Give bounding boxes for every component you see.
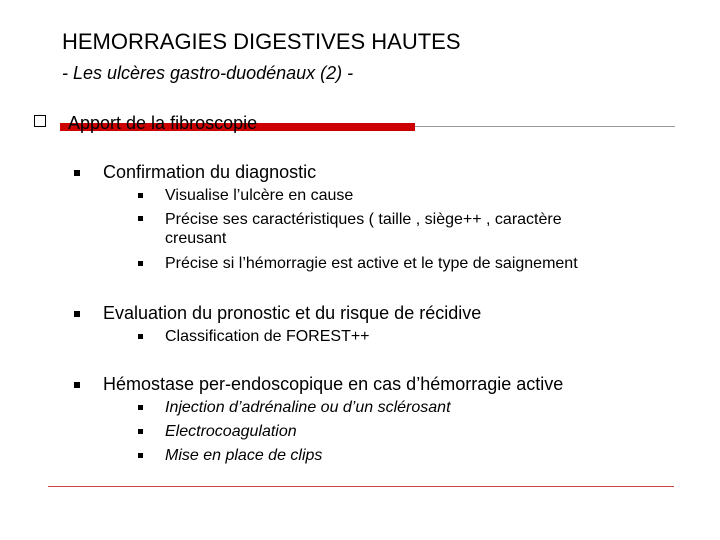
section-heading: Confirmation du diagnostic: [103, 162, 317, 182]
hollow-square-bullet-icon: [34, 115, 46, 127]
square-bullet-icon: [74, 311, 80, 317]
slide-subtitle: - Les ulcères gastro-duodénaux (2) -: [62, 63, 354, 83]
title-rule: [415, 126, 675, 127]
list-item: Mise en place de clips: [165, 447, 323, 464]
list-item: Classification de FOREST++: [165, 328, 370, 345]
square-bullet-icon: [138, 453, 143, 458]
section-heading: Evaluation du pronostic et du risque de récidive: [103, 303, 482, 323]
list-item: Précise si l’hémorragie est active et le type de saignement: [165, 255, 578, 272]
list-item: Electrocoagulation: [165, 423, 297, 440]
square-bullet-icon: [138, 334, 143, 339]
list-item: Précise ses caractéristiques ( taille , siège++ , caractère: [165, 211, 562, 228]
square-bullet-icon: [74, 382, 80, 388]
square-bullet-icon: [138, 193, 143, 198]
square-bullet-icon: [138, 261, 143, 266]
square-bullet-icon: [138, 429, 143, 434]
level1-heading: Apport de la fibroscopie: [68, 113, 258, 133]
section-heading: Hémostase per-endoscopique en cas d’hémorragie active: [103, 374, 564, 394]
list-item-continuation: creusant: [165, 230, 227, 247]
slide-title: HEMORRAGIES DIGESTIVES HAUTES: [62, 29, 461, 54]
list-item: Injection d’adrénaline ou d’un sclérosant: [165, 399, 451, 416]
list-item: Visualise l’ulcère en cause: [165, 187, 354, 204]
square-bullet-icon: [74, 170, 80, 176]
square-bullet-icon: [138, 216, 143, 221]
footer-rule: [48, 486, 674, 487]
square-bullet-icon: [138, 405, 143, 410]
